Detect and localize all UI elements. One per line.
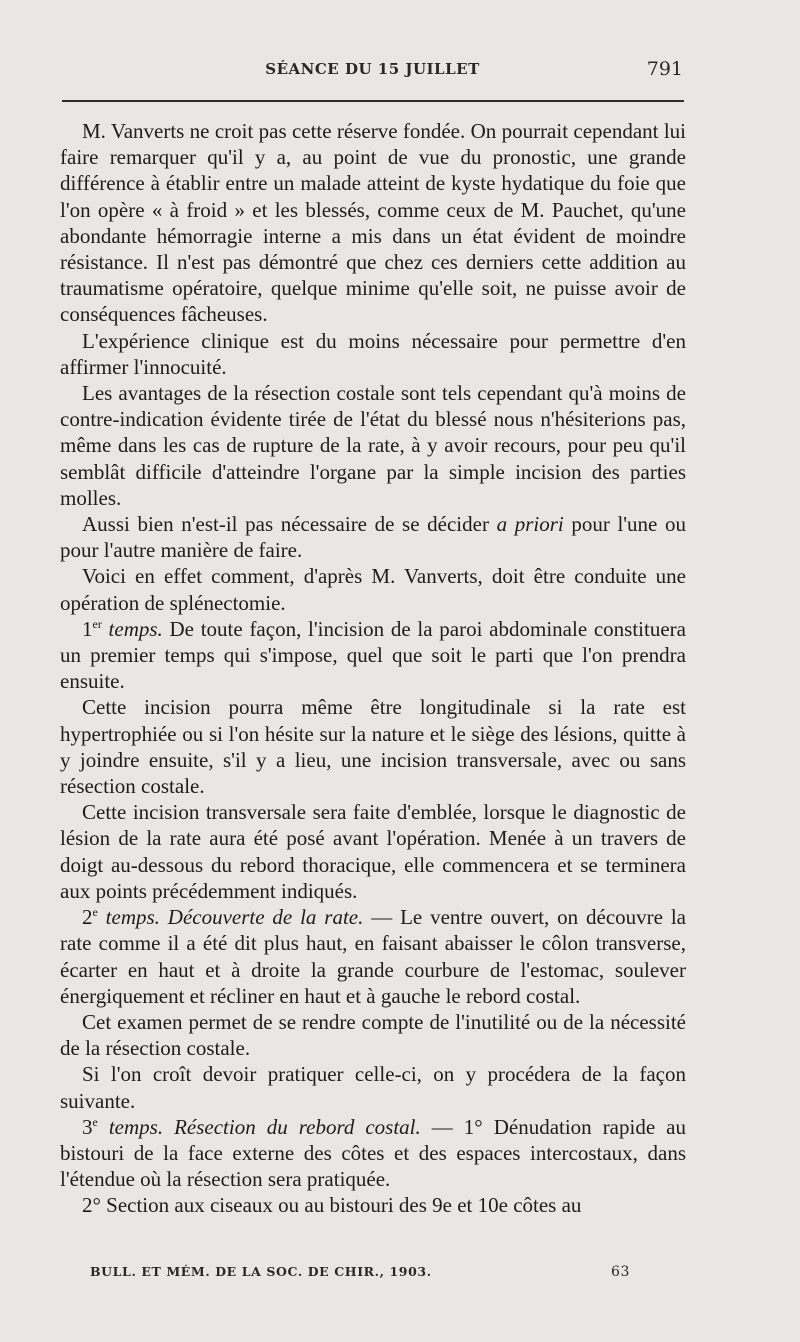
footer-citation: BULL. ET MÉM. DE LA SOC. DE CHIR., 1903. (90, 1264, 432, 1279)
paragraph: Voici en effet comment, d'après M. Vanverts, doit être conduite une opération de splénectomie. (60, 564, 686, 615)
paragraph-text: — Le ventre ouvert, on découvre la rate comme il a été dit plus haut, en faisant abaisser le côlon transverse, écarter en haut et à droite la grande courbure de l'estomac, soulever énergiquement et récliner en haut et à gauche le rebord costal. (60, 905, 686, 1008)
ordinal-suffix: e (92, 1114, 98, 1129)
paragraph: Cet examen permet de se rendre compte de l'inutilité ou de la nécessité de la résection costale. (60, 1009, 686, 1061)
paragraph-text: Aussi bien n'est-il pas nécessaire de se décider (82, 512, 497, 537)
body-text (60, 118, 686, 1219)
running-head: SÉANCE DU 15 JUILLET (265, 60, 480, 78)
ordinal-suffix: e (92, 905, 98, 920)
paragraph (60, 616, 686, 695)
page-number: 791 (646, 58, 683, 80)
paragraph-text: pour l'une ou pour l'autre manière de faire. (60, 512, 686, 563)
step-title: temps. (101, 616, 163, 641)
paragraph: L'expérience clinique est du moins nécessaire pour permettre d'en affirmer l'innocuité. (60, 328, 686, 379)
paragraph (60, 1114, 686, 1193)
paragraph: Les avantages de la résection costale sont tels cependant qu'à moins de contre-indication évidente tirée de l'état du blessé nous n'hésiterions pas, même dans les cas de rupture de la rate, à y avoir recours, pour peu qu'il semblât difficile d'atteindre l'organe par la simple incision des parties molles. (60, 381, 686, 510)
step-number: 2 (82, 905, 93, 930)
paragraph-text: De toute façon, l'incision de la paroi abdominale constituera un premier temps qui s'impose, quel que soit le parti que l'on prendra ensuite. (60, 616, 686, 694)
paragraph: Cette incision pourra même être longitudinale si la rate est hypertrophiée ou si l'on hésite sur la nature et le siège des lésions, quitte à y joindre ensuite, s'il y a lieu, une incision transversale, avec ou sans résection costale. (60, 695, 686, 799)
paragraph (60, 511, 686, 563)
step-number: 3 (82, 1114, 93, 1139)
step-title: temps. Découverte de la rate. (97, 905, 364, 930)
signature-mark: 63 (610, 1264, 630, 1280)
paragraph (60, 904, 686, 1009)
page-header (60, 58, 685, 88)
page-footer (90, 1264, 630, 1286)
paragraph: Si l'on croît devoir pratiquer celle-ci, on y procédera de la façon suivante. (60, 1062, 686, 1113)
italic-phrase: a priori (496, 512, 564, 537)
header-rule (62, 100, 684, 102)
paragraph-text: — 1° Dénudation rapide au bistouri de la face externe des côtes et des espaces intercostaux, dans l'étendue où la résection sera pratiquée. (60, 1114, 686, 1192)
paragraph: M. Vanverts ne croit pas cette réserve fondée. On pourrait cependant lui faire remarquer qu'il y a, au point de vue du pronostic, une grande différence à établir entre un malade atteint de kyste hydatique du foie que l'on opère « à froid » et les blessés, comme ceux de M. Pauchet, qu'une abondante hémorragie interne a mis dans un état évident de moindre résistance. Il n'est pas démontré que chez ces derniers cette addition au traumatisme opératoire, quelque minime qu'elle soit, ne puisse avoir de conséquences fâcheuses. (60, 119, 686, 327)
step-title: temps. Résection du rebord costal. (97, 1114, 421, 1139)
paragraph: Cette incision transversale sera faite d'emblée, lorsque le diagnostic de lésion de la rate aura été posé avant l'opération. Menée à un travers de doigt au-dessous du rebord thoracique, elle commencera et se terminera aux points précédemment indiqués. (60, 800, 686, 903)
step-number: 1 (82, 616, 93, 641)
paragraph: 2° Section aux ciseaux ou au bistouri des 9e et 10e côtes au (82, 1193, 582, 1218)
ordinal-suffix: er (92, 616, 102, 631)
